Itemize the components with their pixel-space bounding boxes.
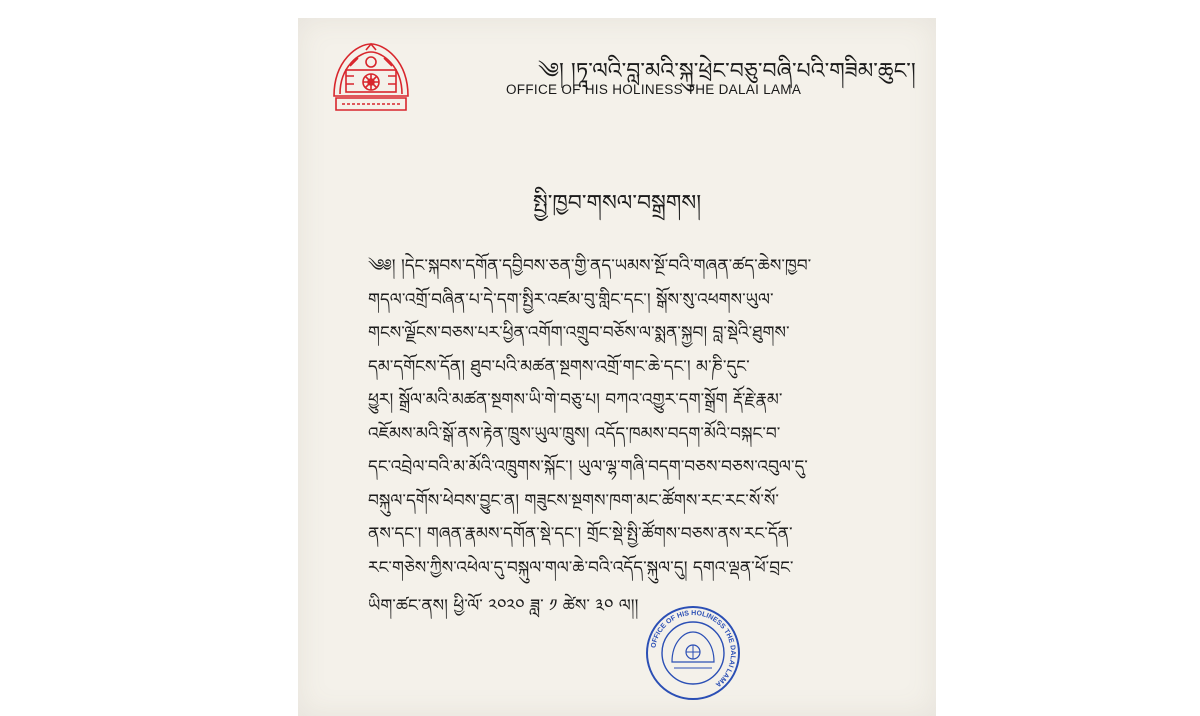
- body-line: རང་གཅེས་ཀྱིས་འཕེལ་དུ་བསྐུལ་གལ་ཆེ་བའི་འདོད་སྐུལ་དུ། དགའ་ལྡན་ཕོ་བྲང་: [368, 557, 794, 578]
- document-title: སྤྱི་ཁྱབ་གསལ་བསྒྲགས།: [532, 191, 702, 216]
- official-seal-stamp: [644, 604, 742, 702]
- body-line: བསྐུལ་དགོས་ཕེབས་བྱུང་ན། གཟུངས་སྔགས་ཁག་མང་ཚོགས་རང་རང་སོ་སོ་: [368, 490, 779, 511]
- body-line: གདལ་འགྲོ་བཞིན་པ་དེ་དག་སྤྱིར་འཛམ་བུ་གླིང་དང་། སྒོས་སུ་འཕགས་ཡུལ་: [368, 289, 774, 310]
- document-date-line: ཡིག་ཚང་ནས། ཕྱི་ལོ་ ༢༠༢༠ ཟླ་ ༡ ཚེས་ ༣༠ ལ།།: [368, 596, 639, 616]
- document-body: [368, 250, 868, 585]
- letterhead-tibetan-name: ༄། །ཏཱ་ལའི་བླ་མའི་སྐུ་ཕྲེང་བཅུ་བཞི་པའི་གཟིམ་ཆུང་།: [538, 59, 916, 84]
- body-line: འཇོམས་མའི་སྒོ་ནས་རྟེན་ཁྲུས་ཡུལ་ཁྲུས། འདོད་ཁམས་བདག་མོའི་བསྐང་བ་: [368, 423, 781, 444]
- body-line: ནས་དང་། གཞན་རྣམས་དགོན་སྡེ་དང་། གྲོང་སྡེ་སྤྱི་ཚོགས་བཅས་ནས་རང་དོན་: [368, 524, 793, 544]
- svg-text:OFFICE OF HIS HOLINESS THE DAL: OFFICE OF HIS HOLINESS THE DALAI LAMA: [650, 609, 737, 688]
- dalai-lama-emblem-logo: [328, 36, 414, 122]
- letterhead-english-name: OFFICE OF HIS HOLINESS THE DALAI LAMA: [506, 82, 802, 97]
- body-line: ཕྱུར། སྒྲོལ་མའི་མཚན་སྔགས་ཡི་གེ་བཅུ་པ། བཀའ་འགྱུར་དག་སྒྲོག རྡོ་རྗེ་རྣམ་: [368, 390, 783, 410]
- body-line: དང་འབྲེལ་བའི་མ་མོའི་འཁྲུགས་སྐོང་། ཡུལ་ལྷ་གཞི་བདག་བཅས་བཅས་འབུལ་དུ་: [368, 457, 808, 477]
- body-line: ༄༅། །དེང་སྐབས་དགོན་དབྱིབས་ཅན་གྱི་ནད་ཡམས་སྔོ་བའི་གཞན་ཚད་ཆེས་ཁྱབ་: [368, 256, 812, 276]
- body-line: དམ་དགོངས་དོན། ཐུབ་པའི་མཚན་སྔགས་འགྲོ་གང་ཆེ་དང་། མ་ཎི་དུང་: [368, 356, 750, 377]
- letter-sheet: [298, 18, 936, 716]
- body-line: གངས་ལྗོངས་བཅས་པར་ཕྱིན་འགོག་འགྲུབ་བཅོས་ལ་སྨན་སྐྱབ། བླ་སྡེའི་ཐུགས་: [368, 323, 790, 343]
